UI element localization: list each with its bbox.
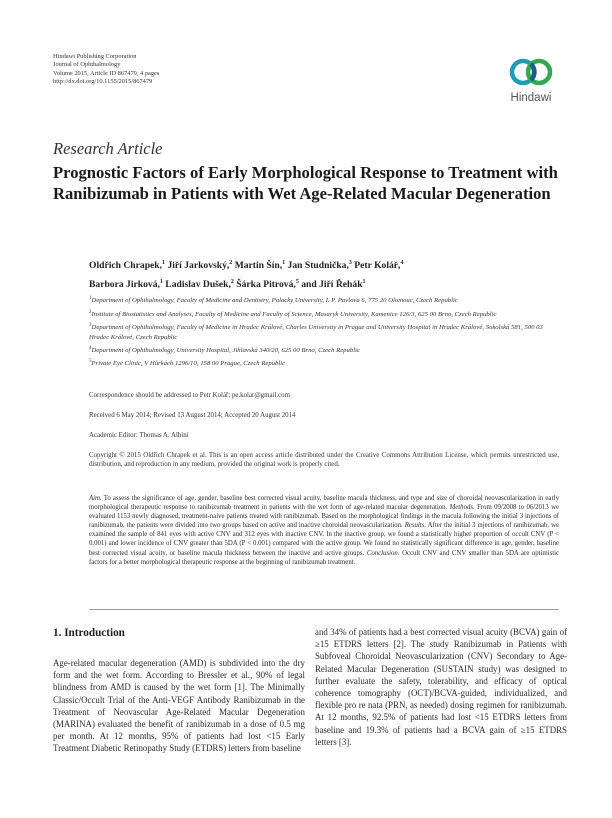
- journal-name: Journal of Ophthalmology: [53, 61, 121, 69]
- author: Barbora Jirková,$^1$: [89, 279, 163, 291]
- affiliation: $^2$Institute of Biostatistics and Analyses, Faculty of Medicine and Faculty of Science, Masaryk University, Kamenice 126/3, 625 00 Brno, Czech Republic: [89, 309, 497, 318]
- author: and Jiří Řehák$^1$: [301, 279, 366, 291]
- publisher: Hindawi Publishing Corporation: [53, 53, 137, 60]
- volume-info: Volume 2015, Article ID 867479, 4 pages: [53, 69, 160, 77]
- abstract-conclusion-label: Conclusion.: [366, 549, 400, 557]
- affiliations: [89, 294, 559, 371]
- author: Oldřich Chrapek,$^1$: [89, 260, 166, 272]
- author-list: [89, 255, 549, 293]
- affiliation: $^5$Private Eye Clinic, V Hůrkách 1296/10, 158 00 Prague, Czech Republic: [89, 359, 286, 368]
- author: Jan Studnička,$^3$: [287, 260, 352, 272]
- abstract: [89, 494, 559, 567]
- abstract-results-label: Results.: [404, 522, 427, 530]
- author: Petr Kolář,$^4$: [354, 260, 404, 272]
- section-heading: 1. Introduction: [53, 627, 125, 639]
- article-type: Research Article: [53, 139, 163, 158]
- hindawi-logo-icon: [509, 52, 553, 90]
- correspondence: Correspondence should be addressed to Petr Kolář; pe.kolar@gmail.com: [89, 392, 290, 399]
- academic-editor: Academic Editor: Thomas A. Albini: [89, 432, 189, 439]
- author: Ladislav Dušek,$^2$: [165, 279, 234, 291]
- abstract-methods-label: Methods.: [449, 504, 475, 512]
- abstract-methods: From 09/2008 to 06/2013 we evaluated 1153 newly diagnosed, treatment-naive patients treated with ranibizumab. Based on the morphological findings in the macula following the initial 3 injections of ranibizumab, the patients were divided into two groups based on active and inactive choroidal neovascularization.: [89, 504, 559, 530]
- hindawi-logo: [503, 52, 559, 106]
- intro-left-column: Age-related macular degeneration (AMD) is subdivided into the dry form and the wet form. According to Bressler et al., 90% of legal blindness from AMD is caused by the wet form [1]. The Minimally Classic/Occult Trial of the Anti-VEGF Antibody Ranibizumab in the Treatment of Neovascular Age-Related Macular Degeneration (MARINA) evaluated the benefit of ranibizumab in a dose of 0.5 mg per month. At 12 months, 95% of patients had lost <15 Early Treatment Diabetic Retinopathy Study (ETDRS) letters from baseline: [53, 658, 305, 754]
- article-title: Prognostic Factors of Early Morphological Response to Treatment with Ranibizumab in Patients with Wet Age-Related Macular Degeneration: [53, 163, 558, 203]
- author: Jiří Jarkovský,$^2$: [167, 260, 233, 272]
- received-dates: Received 6 May 2014; Revised 13 August 2014; Accepted 20 August 2014: [89, 412, 296, 419]
- divider: [89, 609, 559, 610]
- author: Šárka Pitrová,$^5$: [236, 279, 299, 291]
- abstract-aim: To assess the significance of age, gender, baseline best corrected visual acuity, baseline macula thickness, and type and size of choroidal neovascularization in early morphological therapeutic response to ranibizumab treatment in patients with the wet form of age-related macular degeneration.: [89, 495, 559, 512]
- affiliation: $^4$Department of Ophthalmology, University Hospital, Jihlavská 340/20, 625 00 Brno, Czech Republic: [89, 345, 360, 355]
- abstract-results: After the initial 3 injections of ranibizumab, we examined the sample of 841 eyes with active CNV and 312 eyes with inactive CNV. In the inactive group, we found a statistically higher proportion of occult CNV (P < 0.001) and lower incidence of CNV greater than 5DA (P < 0.001) compared with the active group. We found no statistically significant difference in age, gender, baseline best corrected visual acuity, or baseline macula thickness between the inactive and active groups.: [89, 522, 560, 557]
- abstract-conclusion: Occult CNV and CNV smaller than 5DA are optimistic factors for a better morphological therapeutic response at the beginning of ranibizumab treatment.: [89, 549, 560, 566]
- intro-right-column: and 34% of patients had a best corrected visual acuity (BCVA) gain of ≥15 ETDRS letters [2]. The study Ranibizumab in Patients with Subfoveal Choroidal Neovascularization (CNV) Secondary to Age-Related Macular Degeneration (SUSTAIN study) was designed to further evaluate the safety, tolerability, and efficacy of optical coherence tomography (OCT)/BCVA-guided, individualized, and flexible pro re nata (PRN, as needed) dosing regimen for ranibizumab. At 12 months, 92.5% of patients had lost <15 ETDRS letters from baseline and 19.3% of patients had a BCVA gain of ≥15 ETDRS letters [3].: [315, 627, 567, 747]
- abstract-aim-label: Aim.: [89, 495, 102, 502]
- affiliation: $^3$Department of Ophthalmology, Faculty of Medicine in Hradec Králové, Charles University in Prague and University Hospital in Hradec Králové, Sokolská 581, 500 03 Hradec Králové, Czech Republic: [89, 323, 543, 341]
- affiliation: $^1$Department of Ophthalmology, Faculty of Medicine and Dentistry, Palacky University, I. P. Pavlova 6, 775 20 Olomouc, Czech Republic: [89, 296, 458, 305]
- hindawi-logo-text: Hindawi: [510, 92, 552, 104]
- doi-link[interactable]: http://dx.doi.org/10.1155/2015/867479: [53, 77, 153, 85]
- journal-header: [53, 53, 159, 86]
- copyright-notice: Copyright © 2015 Oldřich Chrapek et al. This is an open access article distributed under the Creative Commons Attribution License, which permits unrestricted use, distribution, and reproduction in any medium, provided the original work is properly cited.: [89, 452, 559, 469]
- author: Martin Šín,$^1$: [234, 260, 286, 272]
